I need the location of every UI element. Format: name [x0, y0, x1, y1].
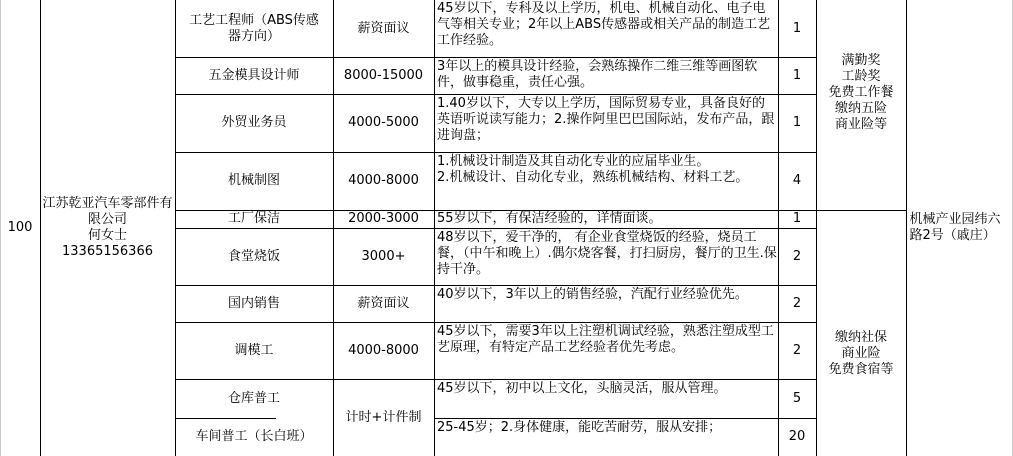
job-title: 机械制图 [227, 173, 280, 188]
job-count: 1 [792, 67, 802, 83]
benefits-group-2: 缴纳社保 商业险 免费食宿等 [828, 330, 894, 377]
job-count: 4 [792, 173, 802, 188]
company-cell [40, 0, 175, 456]
job-count: 2 [792, 295, 802, 311]
job-count: 1 [792, 211, 802, 226]
job-requirement: 1.40岁以下，大专以上学历，国际贸易专业，具备良好的英语听说读写能力；2.操作阿里巴巴国际站，发布产品，跟进询盘； [437, 96, 775, 143]
job-count: 1 [792, 20, 802, 36]
job-requirement: 3年以上的模具设计经验，会熟练操作二维三维等画图软件，做事稳重，责任心强。 [437, 59, 758, 90]
job-title: 工厂保洁 [227, 211, 280, 226]
row-border [175, 94, 816, 95]
job-requirement: 25-45岁；2.身体健康，能吃苦耐劳，服从安排； [437, 420, 722, 435]
job-salary: 3000+ [361, 248, 406, 264]
job-title: 调模工 [234, 342, 274, 358]
shared-salary: 计时+计件制 [345, 409, 422, 425]
job-requirement: 45岁以下，专科及以上学历，机电、机械自动化、电子电气等相关专业；2年以上ABS传感器或相关产品的制造工艺工作经验。 [437, 1, 771, 48]
job-title: 外贸业务员 [221, 115, 287, 130]
job-salary: 2000-3000 [348, 211, 419, 226]
row-border [175, 210, 906, 211]
job-title: 五金模具设计师 [208, 67, 300, 83]
contact-name: 何女士 [87, 228, 127, 243]
job-count: 2 [792, 342, 802, 358]
job-requirement: 45岁以下，初中以上文化，头脑灵活，服从管理。 [437, 381, 727, 396]
row-border [175, 57, 816, 58]
row-border [175, 379, 816, 380]
address-cell [906, 0, 1013, 456]
row-border [175, 228, 816, 229]
job-requirement: 48岁以下，爱干净的， 有企业食堂烧饭的经验，烧员工餐，（中午和晚上）.偶尔烧客餐，打扫厨房，餐厅的卫生.保持干净。 [437, 230, 777, 277]
job-salary: 薪资面议 [357, 295, 410, 311]
job-title: 仓库普工 [227, 390, 280, 406]
row-number-cell: 100 [7, 220, 33, 235]
row-border [175, 322, 816, 323]
job-salary: 4000-5000 [348, 115, 419, 130]
job-title: 国内销售 [227, 295, 280, 311]
job-title: 食堂烧饭 [227, 248, 280, 264]
address: 机械产业园纬六路2号（戚庄） [909, 212, 1001, 243]
job-title: 车间普工（长白班） [195, 429, 313, 444]
column-border [40, 0, 41, 456]
column-border [906, 0, 907, 456]
job-count: 2 [792, 248, 802, 264]
job-salary: 4000-8000 [348, 342, 419, 358]
job-salary: 8000-15000 [343, 67, 424, 83]
row-border [175, 285, 816, 286]
job-salary: 4000-8000 [348, 173, 419, 188]
job-requirement: 40岁以下，3年以上的销售经验，汽配行业经验优先。 [437, 287, 748, 302]
job-count: 20 [788, 429, 806, 444]
row-border [175, 418, 276, 419]
job-salary: 薪资面议 [357, 20, 410, 36]
row-border [175, 152, 816, 153]
job-count: 5 [792, 390, 802, 406]
row-border [434, 418, 816, 419]
column-border [816, 0, 817, 456]
job-requirement: 55岁以下，有保洁经验的，详情面谈。 [437, 211, 662, 226]
benefits-group-1: 满勤奖 工龄奖 免费工作餐 缴纳五险 商业险等 [828, 53, 894, 132]
contact-phone: 13365156366 [62, 244, 153, 259]
company-name: 江苏乾亚汽车零部件有限公司 [42, 196, 173, 227]
job-title: 工艺工程师（ABS传感器方向） [189, 12, 319, 44]
job-requirement: 1.机械设计制造及其自动化专业的应届毕业生。 2.机械设计、自动化专业，熟练机械结构、材料工艺。 [437, 154, 749, 185]
job-requirement: 45岁以下，需要3年以上注塑机调试经验，熟悉注塑成型工艺原理，有特定产品工艺经验者优先考虑。 [437, 324, 774, 355]
job-count: 1 [792, 115, 802, 130]
